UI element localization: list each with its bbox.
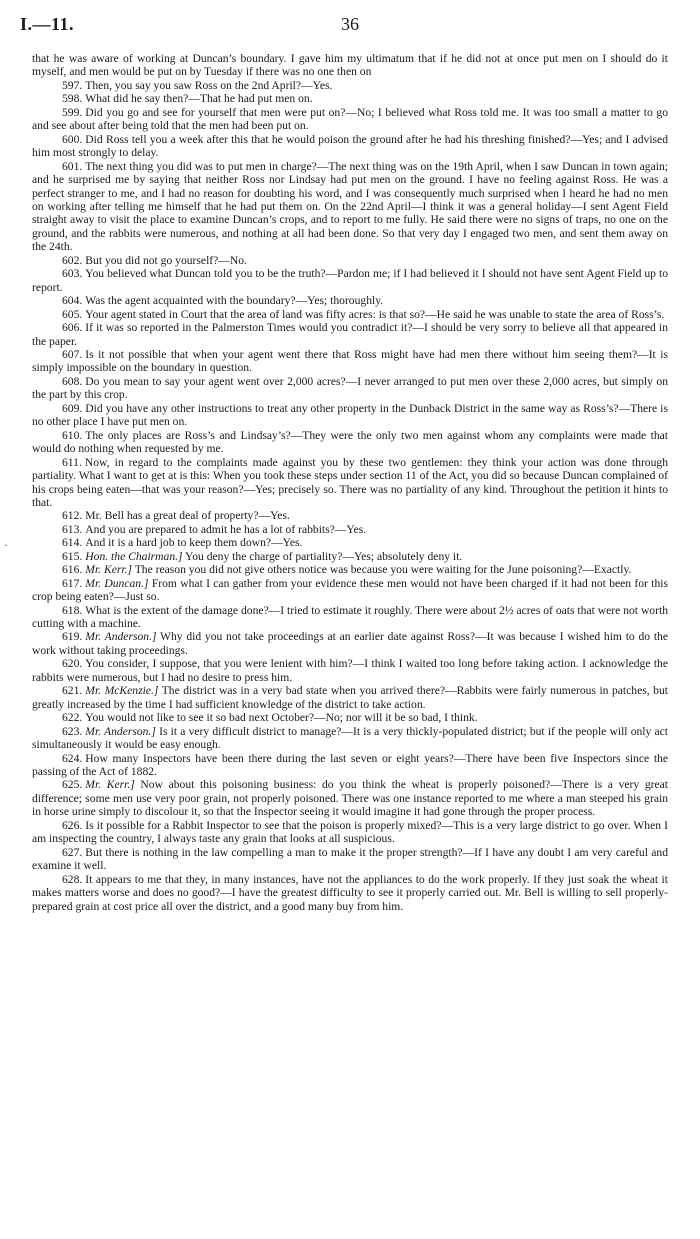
testimony-paragraph [32, 308, 668, 321]
testimony-paragraph [32, 778, 668, 818]
question-number: 600. [62, 132, 83, 146]
question-number: 619. [62, 630, 83, 644]
paragraph-text: Was the agent acquainted with the boundary?—Yes; thoroughly. [85, 294, 384, 308]
question-number: 613. [62, 522, 83, 536]
question-number: 614. [62, 536, 83, 550]
paragraph-text: Is it not possible that when your agent went there that Ross might have had men there without him seeing them?—It is simply impossible on the boundary in question. [32, 347, 668, 375]
paragraph-text: It appears to me that they, in many instances, have not the appliances to do the work properly. If they just soak the wheat it makes matters worse and does no good?—I have the greatest difficulty to see it properly carried out. Mr. Bell is willing to sell properly-prepared grain at cost price all over the district, and a good many buy from him. [32, 872, 668, 913]
testimony-paragraph [32, 160, 668, 254]
question-number: 623. [62, 724, 83, 738]
testimony-paragraph [32, 402, 668, 429]
paragraph-text: And it is a hard job to keep them down?—Yes. [85, 536, 303, 550]
question-number: 611. [62, 455, 82, 469]
testimony-paragraph [32, 550, 668, 563]
testimony-paragraph [32, 873, 668, 913]
testimony-paragraph [32, 348, 668, 375]
paragraph-text: Now about this poisoning business: do you think the wheat is properly poisoned?—There is a very great difference; some men use very poor grain, not properly poisoned. There was one instance reported to me where a man steeped his grain in horse urine simply to discolour it, so that the Inspector seeing it would imagine it had gone through the proper process. [32, 778, 668, 819]
paragraph-text: The district was in a very bad state when you arrived there?—Rabbits were fairly numerous in patches, but greatly increased by the time I had sufficient knowledge of the district to take action. [32, 684, 668, 711]
testimony-paragraph [32, 294, 668, 307]
question-number: 602. [62, 253, 83, 267]
testimony-paragraph [32, 254, 668, 267]
paragraph-text: From what I can gather from your evidence these men would not have been charged if it had not been for this crop being eaten?—Just so. [32, 576, 668, 604]
paragraph-text: You would not like to see it so bad next October?—No; nor will it be so bad, I think. [85, 711, 478, 725]
question-number: 628. [62, 872, 83, 886]
paragraph-text: Is it possible for a Rabbit Inspector to see that the poison is properly mixed?—This is a very large district to go over. When I am inspecting the country, I always taste any grain that looks at all suspicious. [32, 818, 668, 846]
paragraph-text: Your agent stated in Court that the area of land was fifty acres: is that so?—He said he was unable to state the area of Ross’s. [85, 307, 665, 321]
question-number: 621. [62, 684, 83, 698]
question-number: 616. [62, 563, 83, 577]
paragraph-text: How many Inspectors have been there during the last seven or eight years?—There have been five Inspectors since the passing of the Act of 1882. [32, 751, 668, 779]
paragraph-text: You consider, I suppose, that you were lenient with him?—I think I waited too long before taking action. I acknowledge the rabbits were numerous, but I had no desire to press him. [32, 657, 668, 684]
question-number: 626. [62, 818, 83, 832]
paragraph-text: You deny the charge of partiality?—Yes; absolutely deny it. [185, 549, 463, 563]
testimony-paragraph [32, 375, 668, 402]
page-header [0, 14, 700, 38]
paragraph-text: The next thing you did was to put men in charge?—The next thing was on the 19th April, when I saw Duncan in town again; and he surprised me by saying that neither Ross nor Lindsay had put men on the ground. I have no feeling against Ross. He was a perfect stranger to me, and I had no reason for doubting his word, and I was consequently much surprised when I heard he had no men on working after telling me himself that he had put them on. On the 22nd April—I think it was a general holiday—I sent Agent Field straight away to visit the place to examine Duncan’s crops, and to report to me fully. He said there were no signs of traps, no one on the ground, and the rabbits were numerous, and nothing at all had been done. So that very day I engaged two men, and sent them away on the 24th. [32, 159, 668, 254]
testimony-paragraph [32, 92, 668, 105]
question-number: 618. [62, 603, 83, 617]
testimony-paragraph [32, 456, 668, 510]
margin-dot: · [4, 538, 8, 552]
testimony-paragraph [32, 846, 668, 873]
paragraph-text: And you are prepared to admit he has a lot of rabbits?—Yes. [85, 522, 367, 536]
speaker-label: Mr. Anderson.] [85, 724, 156, 738]
testimony-paragraph [32, 52, 668, 79]
paragraph-text: The only places are Ross’s and Lindsay’s?—They were the only two men against whom any complaints were made that would do nothing when requested by me. [32, 428, 668, 456]
speaker-label: Hon. the Chairman.] [85, 549, 183, 563]
question-number: 609. [62, 401, 83, 415]
testimony-paragraph [32, 657, 668, 684]
testimony-paragraph [32, 133, 668, 160]
question-number: 601. [62, 159, 83, 173]
question-number: 604. [62, 294, 83, 308]
question-number: 599. [62, 105, 83, 119]
testimony-paragraph [32, 509, 668, 522]
question-number: 615. [62, 549, 83, 563]
paragraph-text: Did you go and see for yourself that men were put on?—No; I believed what Ross told me. It was too small a matter to go and see about after being told that the men had been put on. [32, 105, 668, 133]
question-number: 598. [62, 92, 83, 106]
question-number: 622. [62, 711, 83, 725]
testimony-paragraph [32, 536, 668, 549]
paragraph-text: Did Ross tell you a week after this that he would poison the ground after he had his threshing finished?—Yes; and I advised him most strongly to delay. [32, 132, 668, 160]
paragraph-text: But there is nothing in the law compelling a man to make it the proper strength?—If I have any doubt I am very careful and examine it well. [32, 845, 668, 873]
question-number: 607. [62, 347, 83, 361]
testimony-paragraph [32, 523, 668, 536]
question-number: 608. [62, 374, 83, 388]
paragraph-text: But you did not go yourself?—No. [85, 253, 247, 267]
question-number: 612. [62, 509, 83, 523]
question-number: 624. [62, 751, 83, 765]
testimony-paragraph [32, 819, 668, 846]
testimony-paragraph [32, 711, 668, 724]
testimony-paragraph [32, 630, 668, 657]
paragraph-text: What is the extent of the damage done?—I tried to estimate it roughly. There were about 2½ acres of oats that were not worth cutting with a machine. [32, 603, 668, 631]
question-number: 597. [62, 78, 83, 92]
testimony-paragraph [32, 321, 668, 348]
question-number: 610. [62, 428, 83, 442]
testimony-paragraph [32, 267, 668, 294]
paragraph-text: Now, in regard to the complaints made against you by these two gentlemen: they think your action was done through partiality. What I want to get at is this: When you took these steps under section 11 of the Act, you did so because Duncan complained of his crops being eaten—that was your reason?—Yes; precisely so. There was no partiality of any kind. Throughout the petition it hints to that. [32, 455, 668, 509]
paragraph-text: Why did you not take proceedings at an earlier date against Ross?—It was because I wished him to do the work without taking proceedings. [32, 630, 668, 657]
testimony-paragraph [32, 604, 668, 631]
page-number: 36 [341, 14, 359, 34]
paragraph-text: You believed what Duncan told you to be the truth?—Pardon me; if I had believed it I should not have sent Agent Field up to report. [32, 267, 668, 294]
report-code: I.—11. [20, 14, 75, 34]
question-number: 606. [62, 321, 83, 335]
testimony-paragraph [32, 725, 668, 752]
testimony-paragraph [32, 752, 668, 779]
speaker-label: Mr. Kerr.] [85, 563, 133, 577]
testimony-paragraph [32, 429, 668, 456]
testimony-paragraph [32, 563, 668, 576]
testimony-paragraph [32, 79, 668, 92]
speaker-label: Mr. Kerr.] [85, 778, 135, 792]
speaker-label: Mr. Anderson.] [85, 630, 157, 644]
paragraph-text: If it was so reported in the Palmerston Times would you contradict it?—I should be very sorry to believe all that appeared in the paper. [32, 321, 668, 348]
paragraph-text: Is it a very difficult district to manage?—It is a very thickly-populated district; but if the people will only act simultaneously it would be easy enough. [32, 724, 668, 752]
question-number: 620. [62, 657, 83, 671]
testimony-paragraph [32, 106, 668, 133]
testimony-paragraph [32, 577, 668, 604]
paragraph-text: What did he say then?—That he had put men on. [85, 92, 313, 106]
question-number: 625. [62, 778, 83, 792]
question-number: 617. [62, 576, 83, 590]
testimony-paragraph [32, 684, 668, 711]
paragraph-text: Do you mean to say your agent went over 2,000 acres?—I never arranged to put men over these 2,000 acres, but simply on the part by this crop. [32, 374, 668, 402]
paragraph-text: Then, you say you saw Ross on the 2nd April?—Yes. [85, 78, 333, 92]
paragraph-text: Did you have any other instructions to treat any other property in the Dunback District in the same way as Ross’s?—There is no other place I have put men on. [32, 401, 668, 429]
question-number: 627. [62, 845, 83, 859]
question-number: 605. [62, 307, 83, 321]
speaker-label: Mr. Duncan.] [85, 576, 149, 590]
paragraph-text: that he was aware of working at Duncan’s boundary. I gave him my ultimatum that if he did not at once put men on I should do it myself, and men would be put on by Tuesday if there was no one then on [32, 52, 668, 79]
paragraph-text: Mr. Bell has a great deal of property?—Yes. [85, 509, 290, 523]
speaker-label: Mr. McKenzie.] [85, 684, 159, 698]
question-number: 603. [62, 267, 83, 281]
page-body [32, 52, 668, 913]
paragraph-text: The reason you did not give others notice was because you were waiting for the June poisoning?—Exactly. [134, 563, 632, 577]
